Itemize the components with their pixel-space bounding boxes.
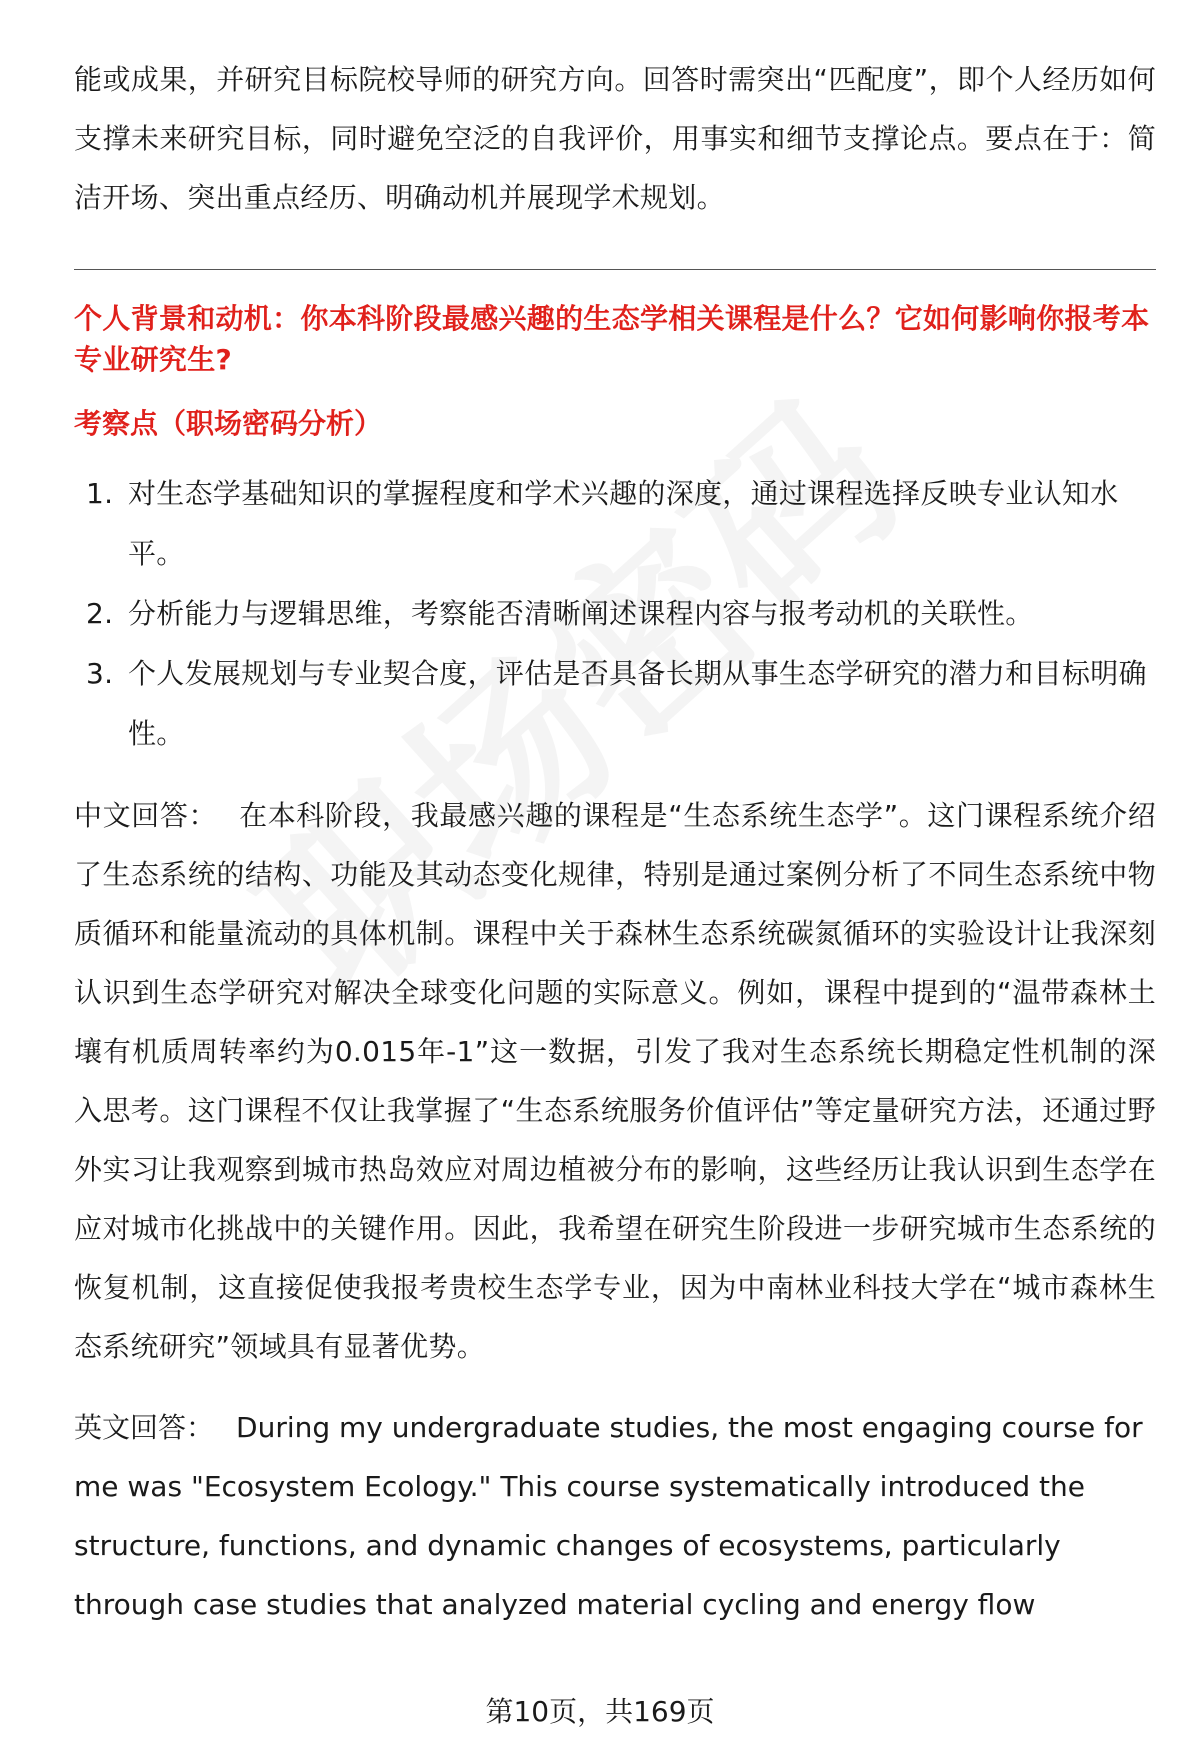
english-answer bbox=[74, 1398, 1156, 1634]
list-item bbox=[74, 644, 1156, 764]
focus-heading: 考察点（职场密码分析） bbox=[74, 407, 383, 440]
question-heading: 个人背景和动机：你本科阶段最感兴趣的生态学相关课程是什么？它如何影响你报考本专业研究生? bbox=[74, 302, 1150, 376]
chinese-answer-label: 中文回答： bbox=[74, 799, 218, 832]
list-item bbox=[74, 584, 1156, 644]
section-divider bbox=[74, 269, 1156, 270]
english-answer-text: During my undergraduate studies, the most engaging course for me was "Ecosystem Ecology." This course systematically introduced the structure, functions, and dynamic changes of ecosystems, particularly through case studies that analyzed material cycling and energy flow bbox=[74, 1411, 1143, 1621]
page-number-footer: 第10页，共169页 bbox=[485, 1695, 715, 1728]
focus-points-list bbox=[74, 464, 1156, 764]
list-item-text: 个人发展规划与专业契合度，评估是否具备长期从事生态学研究的潜力和目标明确性。 bbox=[128, 657, 1147, 750]
chinese-answer-text: 在本科阶段，我最感兴趣的课程是“生态系统生态学”。这门课程系统介绍了生态系统的结构、功能及其动态变化规律，特别是通过案例分析了不同生态系统中物质循环和能量流动的具体机制。课程中关于森林生态系统碳氮循环的实验设计让我深刻认识到生态学研究对解决全球变化问题的实际意义。例如，课程中提到的“温带森林土壤有机质周转率约为0.015年-1”这一数据，引发了我对生态系统长期稳定性机制的深入思考。这门课程不仅让我掌握了“生态系统服务价值评估”等定量研究方法，还通过野外实习让我观察到城市热岛效应对周边植被分布的影响，这些经历让我认识到生态学在应对城市化挑战中的关键作用。因此，我希望在研究生阶段进一步研究城市生态系统的恢复机制，这直接促使我报考贵校生态学专业，因为中南林业科技大学在“城市森林生态系统研究”领域具有显著优势。 bbox=[74, 799, 1156, 1363]
document-page bbox=[74, 50, 1156, 1634]
list-item-number: 3. bbox=[86, 657, 114, 690]
list-item bbox=[74, 464, 1156, 584]
list-item-number: 2. bbox=[86, 597, 114, 630]
chinese-answer bbox=[74, 786, 1156, 1376]
english-answer-label: 英文回答： bbox=[74, 1411, 215, 1444]
list-item-number: 1. bbox=[86, 477, 114, 510]
list-item-text: 对生态学基础知识的掌握程度和学术兴趣的深度，通过课程选择反映专业认知水平。 bbox=[128, 477, 1119, 570]
intro-paragraph: 能或成果，并研究目标院校导师的研究方向。回答时需突出“匹配度”，即个人经历如何支撑未来研究目标，同时避免空泛的自我评价，用事实和细节支撑论点。要点在于：简洁开场、突出重点经历、明确动机并展现学术规划。 bbox=[74, 63, 1156, 214]
list-item-text: 分析能力与逻辑思维，考察能否清晰阐述课程内容与报考动机的关联性。 bbox=[128, 597, 1034, 630]
